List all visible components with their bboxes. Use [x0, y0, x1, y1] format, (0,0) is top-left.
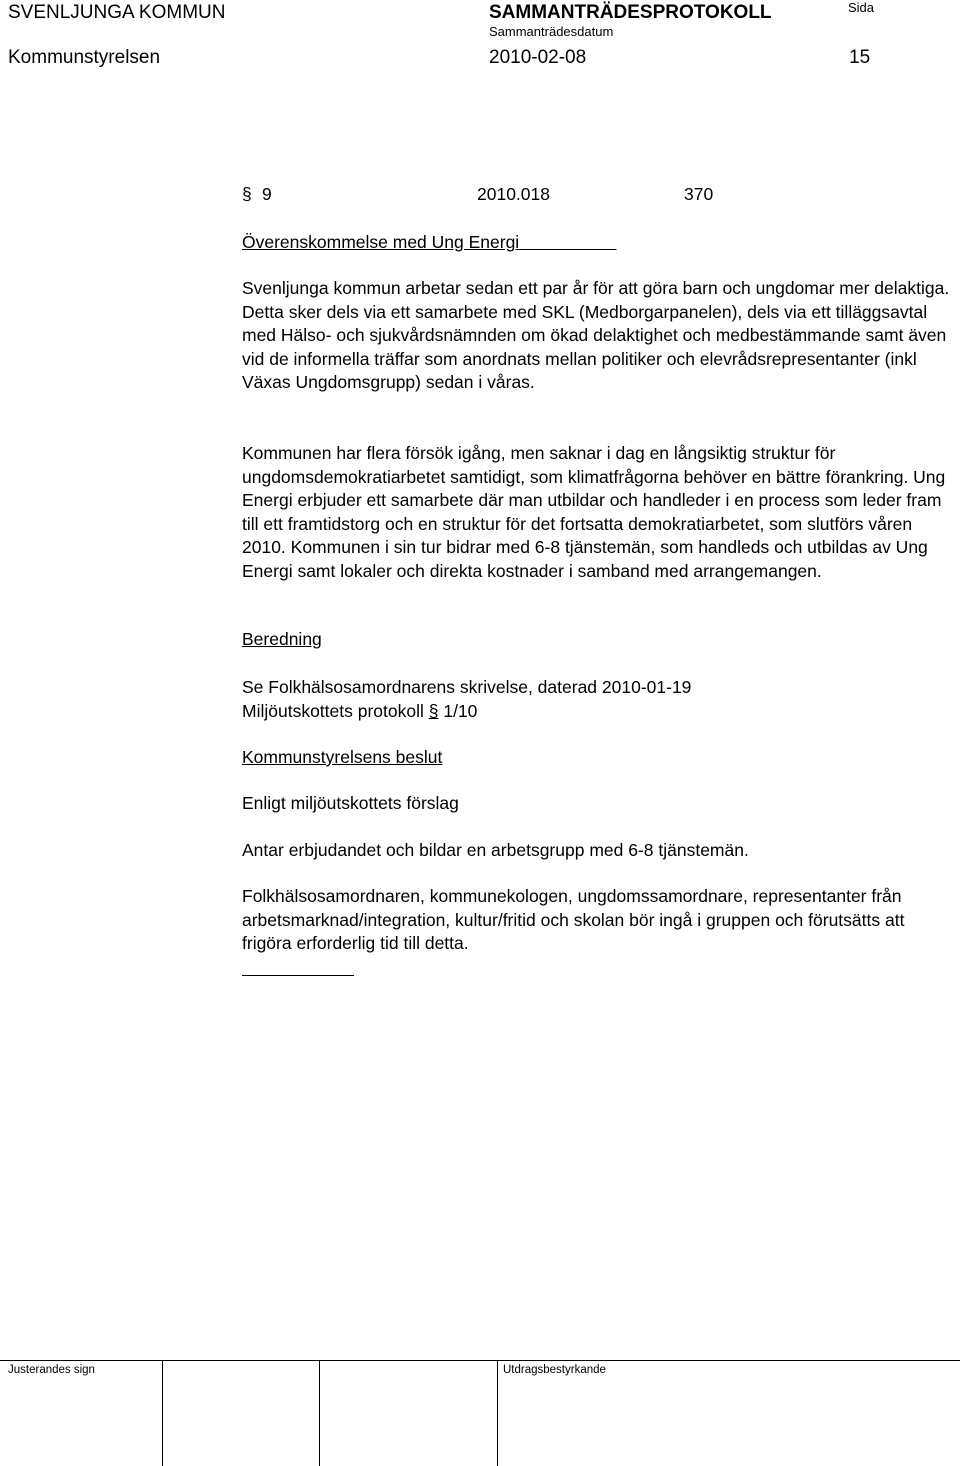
body-paragraph-1-text: Svenljunga kommun arbetar sedan ett par år för att göra barn och ungdomar mer delaktiga. Detta sker dels via ett samarbete med SKL (Medborgarpanelen), dels via ett tilläggsavtal med Hälso- och sjukvårdsnämnden om ökad delaktighet och medbestämmande samt även vid de informella träffar som anordnats mellan politiker och elevrådsrepresentanter (inkl Växas Ungdomsgrupp) sedan i våras.	[242, 278, 950, 393]
body-paragraph-1	[242, 277, 954, 395]
municipality-name: SVENLJUNGA KOMMUN	[8, 2, 226, 23]
document-type: SAMMANTRÄDESPROTOKOLL	[489, 2, 772, 23]
footer-divider-1	[162, 1361, 163, 1466]
preparation-line-1: Se Folkhälsosamordnarens skrivelse, daterad 2010-01-19	[242, 677, 692, 697]
footer-left-label: Justerandes sign	[8, 1364, 95, 1376]
preparation-line-2-suffix: 1/10	[438, 701, 478, 721]
decision-line-1: Enligt miljöutskottets förslag	[242, 793, 459, 813]
closing-rule	[242, 975, 354, 976]
item-title-text: Överenskommelse med Ung Energi	[242, 232, 520, 252]
preparation-line-2-prefix: Miljöutskottets protokoll	[242, 701, 429, 721]
signature-footer	[0, 1360, 960, 1466]
body-name: Kommunstyrelsen	[8, 47, 161, 68]
decision-paragraph	[242, 885, 954, 956]
decision-paragraph-text: Folkhälsosamordnaren, kommunekologen, ungdomssamordnare, representanter från arbetsmarknad/integration, kultur/fritid och skolan bör ingå i gruppen och förutsätts att frigöra erforderlig tid till detta.	[242, 886, 905, 954]
decision-line-2: Antar erbjudandet och bildar en arbetsgrupp med 6-8 tjänstemän.	[242, 840, 749, 860]
preparation-section-sign: §	[428, 701, 439, 721]
body-paragraph-2-text: Kommunen har flera försök igång, men saknar i dag en långsiktig struktur för ungdomsdemokratiarbetet samtidigt, som klimatfrågorna behöver en bättre förankring. Ung Energi erbjuder ett samarbete där man utbildar och handleder i en process som leder fram till ett framtidstorg och en struktur för det fortsatta demokratiarbetet, som slutförs våren 2010. Kommunen i sin tur bidrar med 6-8 tjänstemän, som handleds och utbildas av Ung Energi samt lokaler och direkta kostnader i samband med arrangemangen.	[242, 443, 946, 581]
body-paragraph-2	[242, 442, 954, 584]
footer-divider-3	[497, 1361, 498, 1466]
preparation-line-2	[242, 700, 477, 724]
decision-heading: Kommunstyrelsens beslut	[242, 747, 443, 767]
meeting-date: 2010-02-08	[489, 47, 587, 68]
date-label: Sammanträdesdatum	[489, 24, 614, 39]
footer-divider-2	[319, 1361, 320, 1466]
preparation-heading: Beredning	[242, 629, 322, 649]
section-sign: §	[242, 184, 252, 204]
reference-number: 370	[684, 184, 714, 204]
item-title	[242, 231, 616, 255]
case-number: 2010.018	[477, 184, 550, 204]
page-number: 15	[849, 47, 871, 68]
paragraph-number: 9	[262, 184, 272, 204]
item-title-fill	[519, 232, 616, 252]
footer-right-label: Utdragsbestyrkande	[503, 1364, 606, 1376]
page-label: Sida	[848, 0, 875, 15]
